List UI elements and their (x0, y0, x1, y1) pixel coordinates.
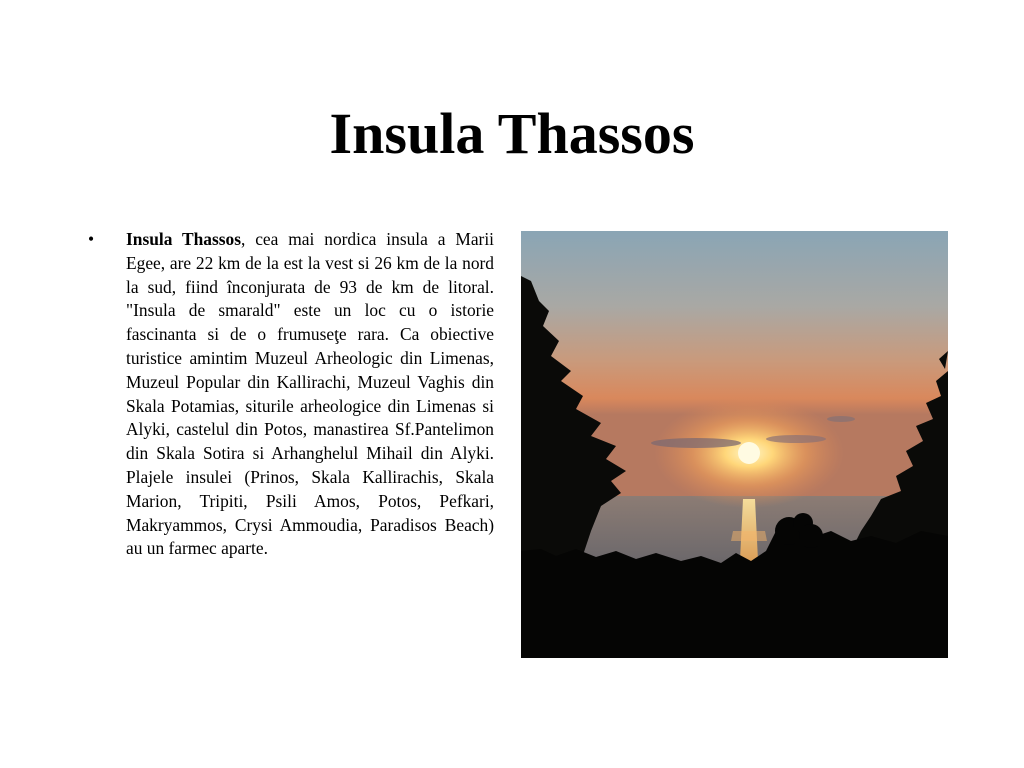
paragraph-lead: Insula Thassos (126, 229, 241, 249)
paragraph-text: , cea mai nordica insula a Marii Egee, are 22 km de la est la vest si 26 km de la nord la sud, fiind înconjurata de 93 de km de litoral. "Insula de smarald" este un loc cu o istorie fascinanta si de o frumuseţe rara. Ca obiective turistice amintim Muzeul Arheologic din Limenas, Muzeul Popular din Kallirachi, Muzeul Vaghis din Skala Potamias, siturile arheologice din Limenas si Alyki, castelul din Potos, manastirea Sf.Pantelimon din Skala Sotira si Arhanghelul Mihail din Alyki. Plajele insulei (Prinos, Skala Kallirachis, Skala Marion, Tripiti, Psili Amos, Potos, Pefkari, Makryammos, Crysi Ammoudia, Paradisos Beach) au un farmec aparte. (126, 229, 494, 559)
bullet-marker: • (88, 229, 95, 249)
sunset-photo (521, 231, 948, 658)
slide-body (88, 228, 494, 561)
bullet-paragraph (88, 228, 494, 561)
slide-title: Insula Thassos (329, 101, 695, 166)
